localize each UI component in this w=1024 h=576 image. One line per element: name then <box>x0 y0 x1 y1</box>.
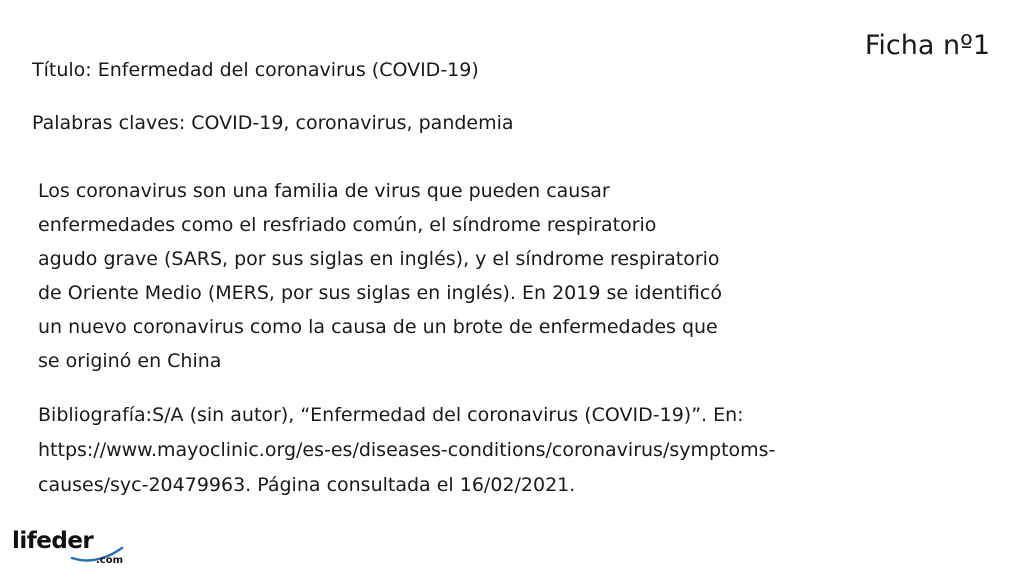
bibliography-line: causes/syc-20479963. Página consultada el 16/02/2021. <box>38 474 576 496</box>
logo-suffix: .com <box>96 555 124 566</box>
body-line: Los coronavirus son una familia de virus que pueden causar <box>38 180 610 202</box>
logo-wordmark: lifeder <box>12 528 94 554</box>
bibliography-line: https://www.mayoclinic.org/es-es/diseases-conditions/coronavirus/symptoms- <box>38 439 776 461</box>
keywords-field: Palabras claves: COVID-19, coronavirus, pandemia <box>32 112 514 134</box>
bibliography-line: Bibliografía:S/A (sin autor), “Enfermedad del coronavirus (COVID-19)”. En: <box>38 404 744 426</box>
body-line: enfermedades como el resfriado común, el síndrome respiratorio <box>38 214 657 236</box>
title-field: Título: Enfermedad del coronavirus (COVID-19) <box>32 59 479 81</box>
bibliography-paragraph <box>38 398 775 503</box>
body-paragraph <box>38 174 722 378</box>
body-line: un nuevo coronavirus como la causa de un brote de enfermedades que <box>38 316 718 338</box>
body-line: se originó en China <box>38 350 222 372</box>
body-line: de Oriente Medio (MERS, por sus siglas en inglés). En 2019 se identificó <box>38 282 722 304</box>
body-line: agudo grave (SARS, por sus siglas en inglés), y el síndrome respiratorio <box>38 248 720 270</box>
ficha-number: Ficha nº1 <box>864 30 990 61</box>
lifeder-logo <box>12 528 132 572</box>
